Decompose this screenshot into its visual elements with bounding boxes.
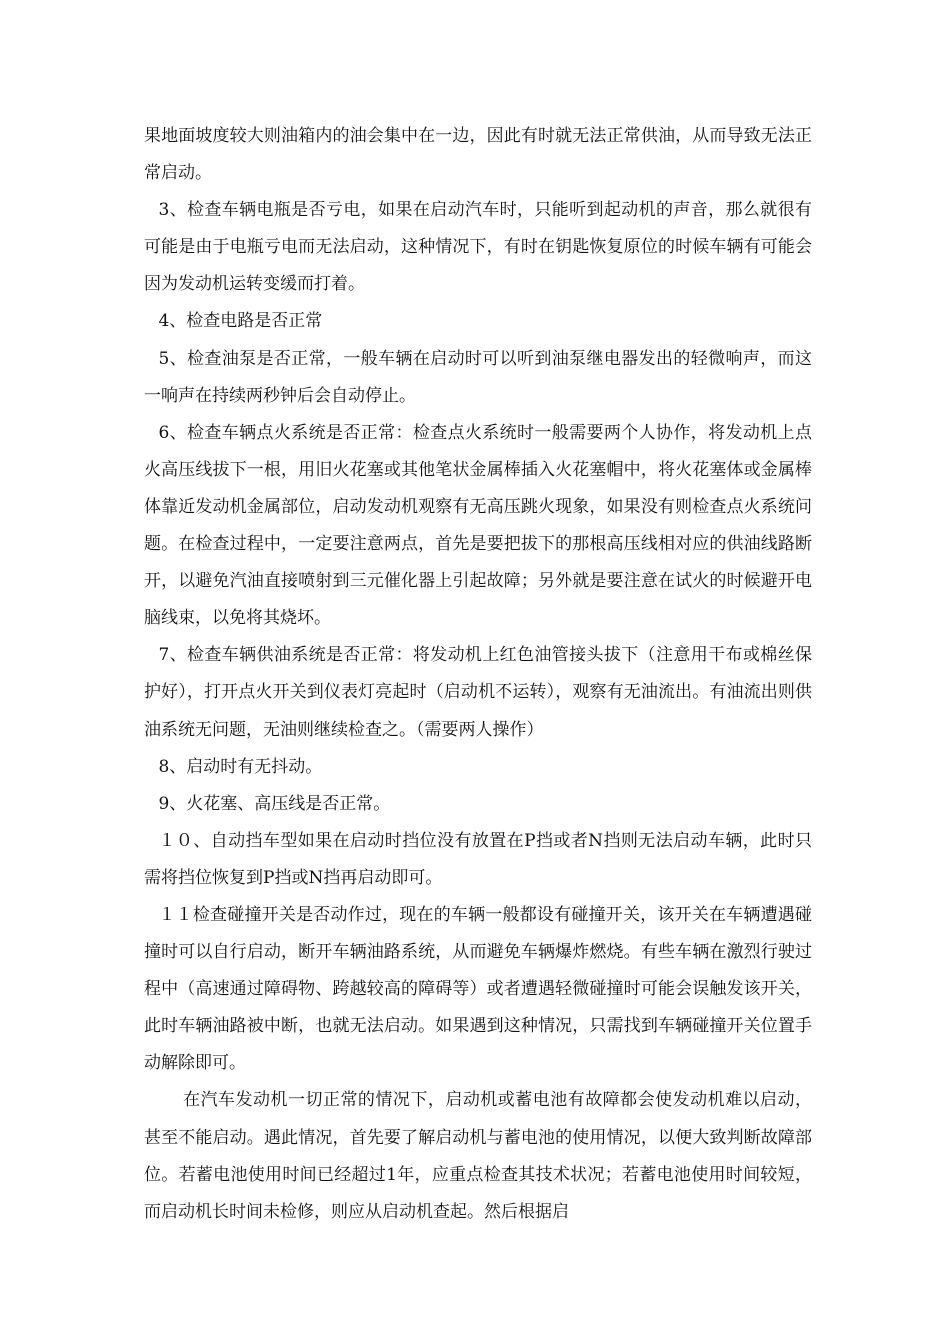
paragraph-item-6: 6、检查车辆点火系统是否正常：检查点火系统时一般需要两个人协作，将发动机上点火高压线拔下一根，用旧火花塞或其他笔状金属棒插入火花塞帽中，将火花塞体或金属棒体靠近发动机金属部位，启动发动机观察有无高压跳火现象，如果没有则检查点火系统问题。在检查过程中，一定要注意两点，首先是要把拔下的那根高压线相对应的供油线路断开，以避免汽油直接喷射到三元催化器上引起故障；另外就是要注意在试火的时候避开电脑线束，以免将其烧坏。 <box>144 422 812 629</box>
paragraph-item-4: 4、检查电路是否正常 <box>158 311 323 332</box>
paragraph-item-3: 3、检查车辆电瓶是否亏电，如果在启动汽车时，只能听到起动机的声音，那么就很有可能是由于电瓶亏电而无法启动，这种情况下，有时在钥匙恢复原位的时候车辆有可能会因为发动机运转变缓而打着。 <box>144 200 812 295</box>
document-page <box>144 118 812 1231</box>
paragraph-1: 果地面坡度较大则油箱内的油会集中在一边，因此有时就无法正常供油，从而导致无法正常启动。 <box>144 126 812 184</box>
paragraph-item-10: １０、自动挡车型如果在启动时挡位没有放置在P挡或者N挡则无法启动车辆，此时只需将挡位恢复到P挡或N挡再启动即可。 <box>144 830 812 888</box>
paragraph-item-8: 8、启动时有无抖动。 <box>158 756 323 777</box>
paragraph-item-11: １１检查碰撞开关是否动作过，现在的车辆一般都设有碰撞开关，该开关在车辆遭遇碰撞时可以自行启动，断开车辆油路系统，从而避免车辆爆炸燃烧。有些车辆在激烈行驶过程中（高速通过障碍物、跨越较高的障碍等）或者遭遇轻微碰撞时可能会误触发该开关，此时车辆油路被中断，也就无法启动。如果遇到这种情况，只需找到车辆碰撞开关位置手动解除即可。 <box>144 904 812 1074</box>
paragraph-item-9: 9、火花塞、高压线是否正常。 <box>158 793 391 814</box>
paragraph-item-7: 7、检查车辆供油系统是否正常：将发动机上红色油管接头拔下（注意用干布或棉丝保护好），打开点火开关到仪表灯亮起时（启动机不运转），观察有无油流出。有油流出则供油系统无问题，无油则继续检查之。（需要两人操作） <box>144 645 812 740</box>
paragraph-item-5: 5、检查油泵是否正常，一般车辆在启动时可以听到油泵继电器发出的轻微响声，而这一响声在持续两秒钟后会自动停止。 <box>144 348 812 406</box>
paragraph-body: 在汽车发动机一切正常的情况下，启动机或蓄电池有故障都会使发动机难以启动，甚至不能启动。遇此情况，首先要了解启动机与蓄电池的使用情况，以便大致判断故障部位。若蓄电池使用时间已经超过1年，应重点检查其技术状况；若蓄电池使用时间较短，而启动机长时间未检修，则应从启动机查起。然后根据启 <box>144 1090 812 1222</box>
